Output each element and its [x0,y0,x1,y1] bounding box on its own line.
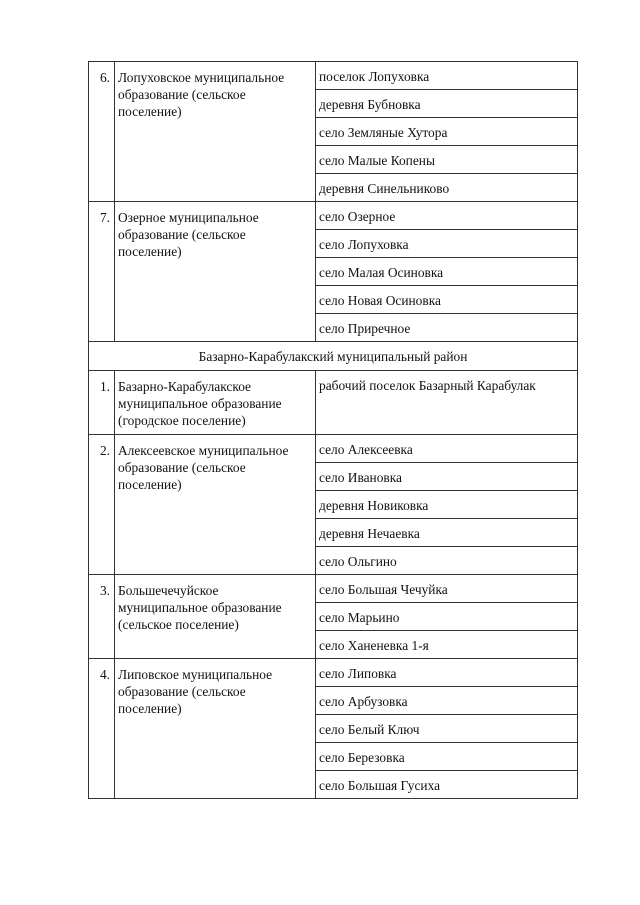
table-row [89,435,578,463]
settlement-name: село Ханеневка 1-я [316,631,578,659]
settlement-name: село Арбузовка [316,687,578,715]
table-row [89,371,578,435]
settlement-name: село Ивановка [316,463,578,491]
settlement-name: рабочий поселок Базарный Карабулак [316,371,578,435]
settlement-name: село Липовка [316,659,578,687]
settlement-name: село Марьино [316,603,578,631]
settlement-name: деревня Нечаевка [316,519,578,547]
settlement-name: село Малые Копены [316,146,578,174]
settlement-name: село Новая Осиновка [316,286,578,314]
row-number: 4. [89,659,115,799]
settlement-name: село Большая Гусиха [316,771,578,799]
row-number: 3. [89,575,115,659]
settlement-name: село Приречное [316,314,578,342]
table-row [89,575,578,603]
district-heading: Базарно-Карабулакский муниципальный район [89,342,578,371]
settlement-name: село Березовка [316,743,578,771]
row-number: 2. [89,435,115,575]
municipality-name: Базарно-Карабулакское муниципальное образование (городское поселение) [115,371,316,435]
settlement-name: село Ольгино [316,547,578,575]
settlement-name: село Земляные Хутора [316,118,578,146]
settlement-name: село Белый Ключ [316,715,578,743]
settlement-name: село Большая Чечуйка [316,575,578,603]
settlement-name: село Малая Осиновка [316,258,578,286]
municipality-name: Озерное муниципальное образование (сельское поселение) [115,202,316,342]
settlement-name: деревня Бубновка [316,90,578,118]
municipalities-table [88,61,578,799]
row-number: 7. [89,202,115,342]
municipality-name: Большечечуйское муниципальное образование (сельское поселение) [115,575,316,659]
settlement-name: деревня Новиковка [316,491,578,519]
row-number: 6. [89,62,115,202]
settlement-name: село Лопуховка [316,230,578,258]
municipality-name: Алексеевское муниципальное образование (сельское поселение) [115,435,316,575]
table-body [89,62,578,799]
table-row [89,659,578,687]
table-row [89,202,578,230]
settlement-name: село Озерное [316,202,578,230]
municipality-name: Лопуховское муниципальное образование (сельское поселение) [115,62,316,202]
table-row [89,62,578,90]
row-number: 1. [89,371,115,435]
municipality-name: Липовское муниципальное образование (сельское поселение) [115,659,316,799]
settlement-name: деревня Синельниково [316,174,578,202]
settlement-name: поселок Лопуховка [316,62,578,90]
settlement-name: село Алексеевка [316,435,578,463]
district-row [89,342,578,371]
